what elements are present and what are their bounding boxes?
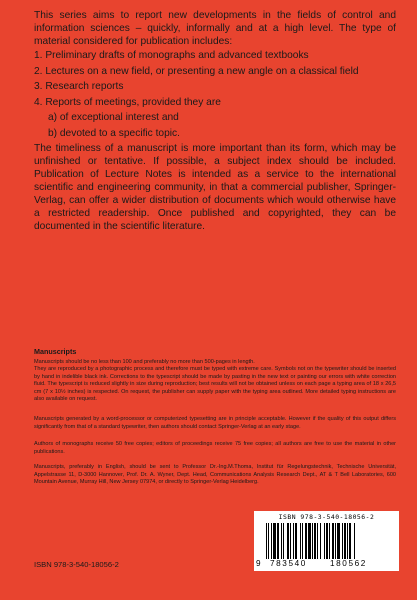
barcode-bar [271, 523, 272, 559]
barcode-bar [349, 523, 351, 559]
submission-address-paragraph [34, 464, 396, 487]
barcode-first-digit: 9 [256, 559, 261, 568]
sublist-item: b) devoted to a specific topic. [48, 127, 180, 139]
barcode-bar [308, 523, 311, 559]
barcode-bar [283, 523, 284, 559]
barcode-bar [295, 523, 297, 559]
material-list [34, 48, 396, 141]
barcode-bars [265, 523, 391, 559]
barcode-left-digits: 783540 [270, 559, 307, 568]
barcode-bar [326, 523, 328, 559]
barcode-bar [290, 523, 291, 559]
free-copies-paragraph [34, 441, 396, 456]
paragraph-text: Manuscripts should be no less than 100 and preferably no more than 500-pages in length. [34, 359, 255, 365]
barcode-bar [329, 523, 330, 559]
barcode-bar [302, 523, 303, 559]
list-item: 4. Reports of meetings, provided they are [34, 96, 221, 108]
barcode-bar [317, 523, 318, 559]
barcode-bar [335, 523, 336, 559]
timeliness-paragraph: The timeliness of a manuscript is more important than its form, which may be unfinished or tentative. If possible, a subject index should be included. Publication of Lecture Notes is intended as a service to the international scientific and engineering community, in that a commercial publisher, Springer-Verlag, can offer a wider distribution of documents which would otherwise have a restricted readership. Once published and copyrighted, they can be documented in the scientific literature. [34, 143, 396, 232]
list-item: 3. Research reports [34, 81, 124, 92]
list-item: 1. Preliminary drafts of monographs and advanced textbooks [34, 50, 309, 61]
paragraph-text: They are reproduced by a photographic process and therefore must be typed with extreme care. Symbols not on the typewriter should be inserted by hand in indelible black ink. Corrections to the typescript should be made by pasting in the new text or painting our errors with white correction fluid. The typescript is reduced slightly in size during reproduction; best results will not be obtained unless on each page a typing area of 18 x 26,5 cm (7 x 10½ inches) is respected. On request, the publisher can supply paper with the typing area outlined. More detailed typing instructions are also available on request. [34, 366, 396, 403]
paragraph-text: Manuscripts generated by a word-processor or computerized typesetting are in principle acceptable. However if the quality of this output differs significantly from that of a standard typewriter, then authors should contact Springer-Verlag at an early stage. [34, 416, 396, 430]
barcode-bar [347, 523, 348, 559]
barcode-bar [293, 523, 294, 559]
manuscripts-heading: Manuscripts [34, 347, 77, 356]
barcode-bar [344, 523, 346, 559]
word-processor-paragraph [34, 416, 396, 431]
barcode-bar [320, 523, 321, 559]
barcode-bar [324, 523, 325, 559]
barcode-bar [332, 523, 334, 559]
series-description [34, 9, 396, 233]
isbn-barcode [254, 511, 399, 571]
barcode-bar [268, 523, 269, 559]
paragraph-text: Authors of monographs receive 50 free copies; editors of proceedings receive 75 free copies; all authors are free to use the material in other publications. [34, 441, 396, 455]
paragraph-text: Manuscripts, preferably in English, should be sent to Professor Dr.-Ing.M.Thoma, Institut für Regelungstechnik, Technische Universität, Appelstrasse 11, D-3000 Hannover, Prof. Dr. A. Wyner, Dept. Head, Communications Analysis Research Dept., AT & T Bell Laboratories, 600 Mountain Avenue, Murray Hill, New Jersey 07974, or directly to Springer-Verlag Heidelberg. [34, 464, 396, 486]
intro-paragraph: This series aims to report new developments in the fields of control and information sciences – quickly, informally and at a high level. The type of material considered for publication includes: [34, 10, 396, 47]
manuscripts-typing-paragraph [34, 366, 396, 404]
barcode-bar [342, 523, 343, 559]
barcode-bar [281, 523, 282, 559]
isbn-label: ISBN 978-3-540-18056-2 [34, 560, 119, 569]
list-item: 2. Lectures on a new field, or presenting a new angle on a classical field [34, 65, 359, 77]
barcode-bar [314, 523, 316, 559]
barcode-isbn-text: ISBN 978-3-540-18056-2 [278, 513, 375, 521]
barcode-bar [287, 523, 289, 559]
sublist-item: a) of exceptional interest and [48, 112, 179, 123]
barcode-bar [277, 523, 279, 559]
barcode-right-digits: 180562 [330, 559, 367, 568]
barcode-bar [305, 523, 307, 559]
barcode-bar [312, 523, 313, 559]
barcode-bar [300, 523, 301, 559]
barcode-bar [354, 523, 355, 559]
barcode-bar [273, 523, 276, 559]
barcode-bar [266, 523, 267, 559]
barcode-bar [337, 523, 340, 559]
